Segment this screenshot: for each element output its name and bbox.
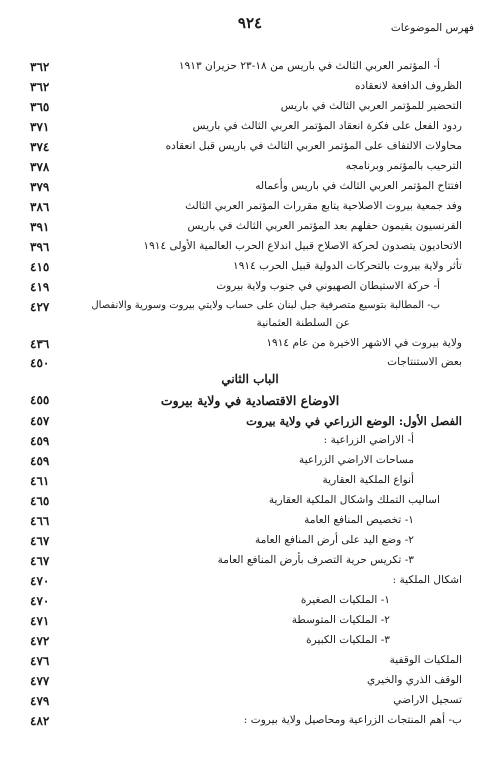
entry-text: ١- الملكيات الصغيرة [300,594,390,606]
entry-page: ٤١٩ [30,280,50,294]
entry-text: الفرنسيون يقيمون حفلهم بعد المؤتمر العربي الثالث في باريس [187,220,462,232]
entry-page: ٤٦٥ [30,494,50,508]
section-heading: الاوضاع الاقتصادية في ولاية بيروت [160,393,340,408]
entry-text: الاتحاديون يتصدون لحركة الاصلاح قبيل اندلاع الحرب العالمية الأولى ١٩١٤ [143,240,462,252]
entry-text: مساحات الاراضي الزراعية [299,454,414,466]
entry-page: ٤٦٧ [30,554,50,568]
entry-text: ٢- الملكيات المتوسطة [291,614,390,626]
entry-page: ٣٧٨ [30,160,50,174]
entry-page: ٣٩٦ [30,240,50,254]
entry-page: ٤٣٦ [30,337,50,351]
entry-text: اساليب التملك واشكال الملكية العقارية [268,494,440,506]
entry-text: وفد جمعية بيروت الاصلاحية يتابع مقررات المؤتمر العربي الثالث [185,200,462,212]
entry-text: ١- تخصيص المنافع العامة [304,514,414,526]
entry-page: ٣٨٦ [30,200,50,214]
entry-text: اشكال الملكية : [392,574,462,586]
entry-text: عن السلطنة العثمانية [256,317,350,329]
entry-text: التحضير للمؤتمر العربي الثالث في باريس [280,100,462,112]
entry-page: ٤٦٧ [30,534,50,548]
page-number: ٩٢٤ [237,14,263,32]
entry-text: ولاية بيروت في الاشهر الاخيرة من عام ١٩١٤ [266,337,462,349]
entry-text: أنواع الملكية العقارية [322,474,414,486]
entry-text: أ- الاراضي الزراعية : [323,434,414,446]
entry-page: ٤٥٩ [30,454,50,468]
entry-text: ردود الفعل على فكرة انعقاد المؤتمر العربي الثالث في باريس [192,120,462,132]
entry-text: تسجيل الاراضي [393,694,462,706]
entry-text: ٢- وضع اليد على أرض المنافع العامة [255,534,414,546]
page-header [0,14,500,34]
entry-text: الملكيات الوقفية [389,654,462,666]
entry-page: ٣٧١ [30,120,50,134]
entry-page: ٤٥٧ [30,414,50,428]
entry-text: الترحيب بالمؤتمر وبرنامجه [345,160,462,172]
entry-text: بعض الاستنتاجات [387,356,462,368]
entry-page: ٣٦٥ [30,100,50,114]
entry-text: ب- المطالبة بتوسيع متصرفية جبل لبنان على حساب ولايتي بيروت وسورية والانفصال [91,300,440,311]
entry-page: ٤٧٠ [30,574,50,588]
entry-page: ٤٥٩ [30,434,50,448]
entry-page: ٤٢٧ [30,300,50,314]
entry-page: ٤٧١ [30,614,50,628]
entry-page: ٣٦٢ [30,80,50,94]
entry-text: أ- حركة الاستيطان الصهيوني في جنوب ولاية بيروت [216,280,440,292]
entry-text: الظروف الدافعة لانعقاده [354,80,462,92]
entry-text: الوقف الذري والخيري [366,674,462,686]
entry-text: ب- أهم المنتجات الزراعية ومحاصيل ولاية بيروت : [243,714,462,726]
entry-page: ٤٧٢ [30,634,50,648]
entry-page: ٤٧٠ [30,594,50,608]
entry-page: ٤٦١ [30,474,50,488]
entry-text: محاولات الالتفاف على المؤتمر العربي الثالث في باريس قبل انعقاده [165,140,462,152]
entry-page: ٤٨٢ [30,714,50,728]
chapter-heading: الفصل الأول: الوضع الزراعي في ولاية بيروت [246,414,462,428]
entry-page: ٣٩١ [30,220,50,234]
entry-page: ٤٧٧ [30,674,50,688]
entry-page: ٣٧٩ [30,180,50,194]
entry-text: تأثر ولاية بيروت بالتحركات الدولية قبيل الحرب ١٩١٤ [233,260,462,272]
entry-text: أ- المؤتمر العربي الثالث في باريس من ١٨-٢٣ حزيران ١٩١٣ [178,60,440,72]
entry-page: ٤٦٦ [30,514,50,528]
entry-text: ٣- الملكيات الكبيرة [306,634,390,646]
part-heading: الباب الثاني [221,372,279,386]
entry-page: ٤٥٥ [30,393,50,407]
entry-page: ٤٧٦ [30,654,50,668]
entry-text: افتتاح المؤتمر العربي الثالث في باريس وأعماله [255,180,462,192]
entry-page: ٤١٥ [30,260,50,274]
running-title: فهرس الموضوعات [390,22,474,34]
entry-text: ٣- تكريس حرية التصرف بأرض المنافع العامة [217,554,414,566]
entry-page: ٤٧٩ [30,694,50,708]
entry-page: ٤٥٠ [30,356,50,370]
entry-page: ٣٧٤ [30,140,50,154]
entry-page: ٣٦٢ [30,60,50,74]
